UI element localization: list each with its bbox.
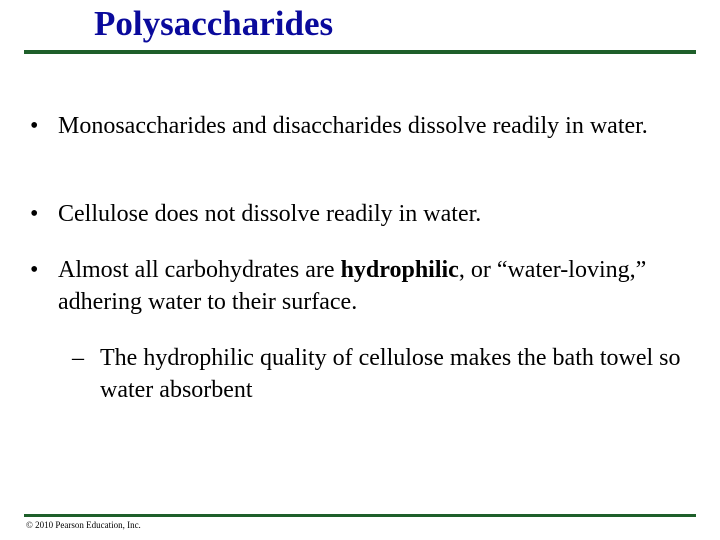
bullet-item [30,198,690,230]
bold-term: hydrophilic [340,257,459,283]
bullet-text: Cellulose does not dissolve readily in water. [58,201,482,227]
bullet-text-before: Almost all carbohydrates are [58,257,341,283]
slide-title: Polysaccharides [94,4,334,43]
title-divider [24,50,696,54]
bullet-item [30,254,690,318]
sub-bullet-text: The hydrophilic quality of cellulose makes the bath towel so water absorbent [100,345,681,403]
bullet-marker: • [30,201,39,227]
copyright-text: © 2010 Pearson Education, Inc. [26,520,141,530]
bullet-item [30,110,690,142]
bullet-text: Monosaccharides and disaccharides dissolve readily in water. [58,113,648,139]
bullet-marker: • [30,257,39,283]
sub-bullet-marker: – [72,345,84,371]
footer-divider [24,514,696,517]
bullet-text-after: , or “water-loving,” adhering water to their surface. [58,257,647,315]
bullet-text [58,254,690,318]
sub-bullet-item [72,342,687,406]
bullet-marker: • [30,113,39,139]
